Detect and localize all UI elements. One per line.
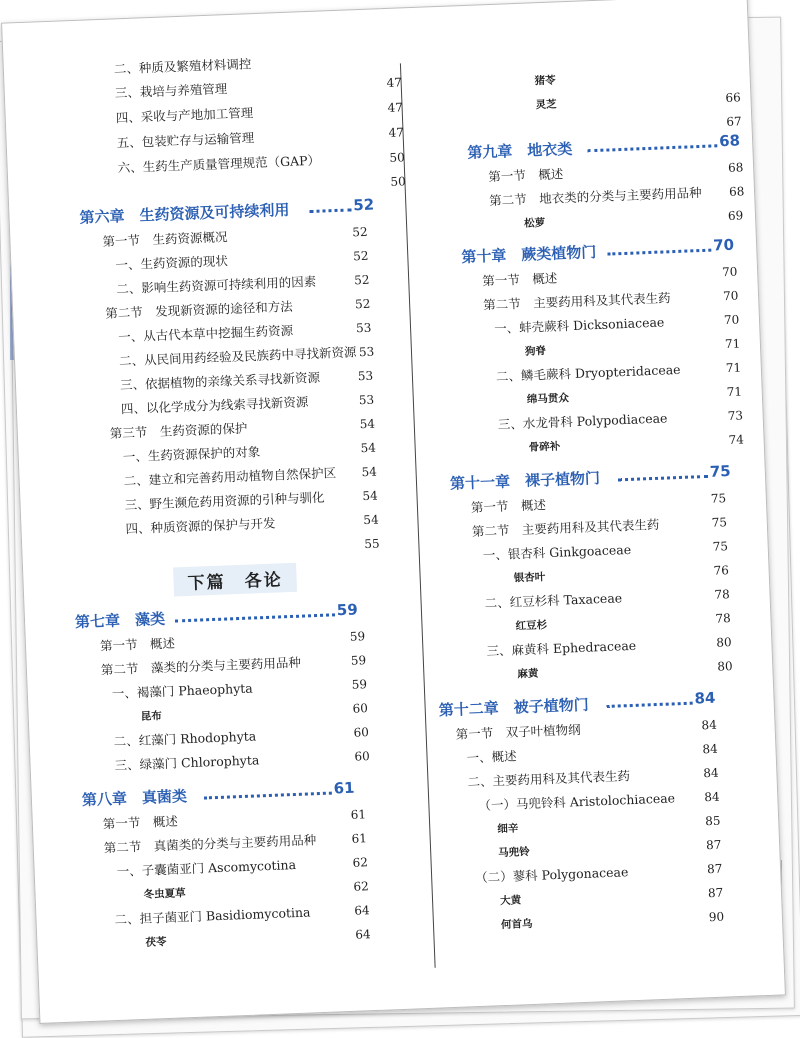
leader-dots <box>204 792 332 800</box>
toc-entry[interactable]: 二、种质及繁殖材料调控 <box>113 56 252 77</box>
toc-entry[interactable]: 一、从古代本草中挖掘生药资源 53 <box>117 320 372 345</box>
right-column <box>402 0 745 932</box>
toc-entry[interactable]: 四、以化学成分为线索寻找新资源 53 <box>120 392 375 417</box>
toc-entry[interactable]: 二、鳞毛蕨科 Dryopteridaceae 71 <box>495 360 742 384</box>
toc-entry[interactable]: 三、依据植物的亲缘关系寻找新资源 53 <box>119 368 374 393</box>
toc-entry[interactable]: 第一节 概述 68 <box>488 160 744 185</box>
chapter-8-heading[interactable]: 第八章 真菌类 61 <box>81 778 355 810</box>
toc-entry[interactable]: 第二节 发现新资源的途径和方法 52 <box>104 296 371 321</box>
toc-entry[interactable]: 一、子囊菌亚门 Ascomycotina 62 <box>116 855 369 879</box>
leader-dots <box>309 208 351 213</box>
toc-entry[interactable]: 四、种质资源的保护与开发 54 <box>125 512 379 537</box>
herb-entry[interactable]: 何首乌 90 <box>500 909 725 932</box>
toc-entry[interactable]: 第一节 生药资源概况 52 <box>102 224 368 249</box>
toc-entry[interactable]: 第二节 主要药用科及其代表生药 70 <box>482 288 739 313</box>
toc-entry[interactable]: 二、主要药用科及其代表生药 84 <box>467 765 719 790</box>
toc-entry[interactable]: 二、担子菌亚门 Basidiomycotina 64 <box>114 903 370 928</box>
toc-entry[interactable]: （二）蓼科 Polygonaceae 87 <box>474 861 723 886</box>
leader-dots <box>607 249 711 256</box>
toc-entry[interactable]: 五、包装贮存与运输管理 47 <box>116 125 405 151</box>
herb-entry[interactable]: 马兜铃 87 <box>498 837 722 860</box>
toc-entry[interactable]: 二、从民间用药经验及民族药中寻找新资源 53 <box>118 344 375 369</box>
herb-entry[interactable]: 松萝 69 <box>523 208 744 230</box>
toc-entry[interactable]: 二、红豆杉科 Taxaceae 78 <box>484 587 731 611</box>
herb-entry[interactable]: 昆布 60 <box>140 701 369 723</box>
toc-entry[interactable]: 50 <box>390 174 406 189</box>
toc-entry[interactable]: 一、蚌壳蕨科 Dicksoniaceae 70 <box>493 312 740 336</box>
left-column <box>72 8 406 949</box>
chapter-11-heading[interactable]: 第十一章 裸子植物门 75 <box>449 462 732 493</box>
toc-entry[interactable]: 第一节 双子叶植物纲 84 <box>455 717 718 742</box>
toc-entry[interactable]: 二、影响生药资源可持续利用的因素 52 <box>116 272 370 297</box>
toc-entry[interactable]: 四、采收与产地加工管理 47 <box>115 100 404 126</box>
part-title: 下篇 各论 <box>173 563 297 597</box>
chapter-7-heading[interactable]: 第七章 藻类 59 <box>74 600 359 632</box>
herb-entry[interactable]: 大黄 87 <box>499 885 724 908</box>
herb-entry[interactable]: 冬虫夏草 62 <box>143 879 370 901</box>
toc-entry[interactable]: 第一节 概述 75 <box>470 491 727 516</box>
herb-entry[interactable]: 骨碎补 74 <box>528 432 745 454</box>
herb-entry[interactable]: 细辛 85 <box>497 813 721 836</box>
toc-entry[interactable]: 第一节 概述 61 <box>102 807 367 832</box>
toc-entry[interactable]: 三、野生濒危药用资源的引种与驯化 54 <box>124 488 379 513</box>
toc-entry[interactable]: 第三节 生药资源的保护 54 <box>109 416 376 441</box>
herb-entry[interactable]: 灵芝 66 <box>535 90 742 112</box>
toc-entry[interactable]: 二、建立和完善药用动植物自然保护区 54 <box>123 464 378 489</box>
toc-entry[interactable]: 第二节 主要药用科及其代表生药 75 <box>471 515 728 540</box>
herb-entry[interactable]: 麻黄 80 <box>517 659 733 681</box>
toc-entry[interactable]: 67 <box>726 114 742 129</box>
leader-dots <box>587 144 717 152</box>
herb-entry[interactable]: 茯苓 64 <box>145 927 371 949</box>
toc-entry[interactable]: 一、生药资源保护的对象 54 <box>122 440 377 465</box>
toc-page <box>1 0 786 1024</box>
chapter-12-heading[interactable]: 第十二章 被子植物门 84 <box>438 688 716 720</box>
chapter-10-heading[interactable]: 第十章 蕨类植物门 70 <box>461 235 735 267</box>
toc-entry[interactable]: 一、银杏科 Ginkgoaceae 75 <box>482 539 729 563</box>
chapter-6-heading[interactable]: 第六章 生药资源及可持续利用 52 <box>79 195 375 227</box>
herb-entry[interactable]: 红豆杉 78 <box>515 611 731 633</box>
toc-entry[interactable]: 三、麻黄科 Ephedraceae 80 <box>486 635 732 659</box>
leader-dots <box>175 613 335 622</box>
herb-entry[interactable]: 猪苓 <box>534 74 556 88</box>
herb-entry[interactable]: 绵马贯众 71 <box>526 384 743 406</box>
toc-entry[interactable]: 55 <box>364 536 380 552</box>
toc-entry[interactable]: 二、红藻门 Rhodophyta 60 <box>113 725 370 749</box>
toc-entry[interactable]: 一、褐藻门 Phaeophyta 59 <box>111 677 368 701</box>
toc-entry[interactable]: 三、栽培与养殖管理 47 <box>114 75 403 101</box>
herb-entry[interactable]: 狗脊 71 <box>524 336 741 358</box>
chapter-9-heading[interactable]: 第九章 地衣类 68 <box>467 131 741 162</box>
leader-dots <box>618 475 708 481</box>
toc-entry[interactable]: 第一节 概述 59 <box>99 629 366 654</box>
herb-entry[interactable]: 银杏叶 76 <box>513 563 730 585</box>
toc-entry[interactable]: 第二节 藻类的分类与主要药用品种 59 <box>100 653 367 678</box>
toc-entry[interactable]: 三、水龙骨科 Polypodiaceae 73 <box>497 408 744 432</box>
leader-dots <box>607 702 693 708</box>
toc-entry[interactable]: （一）马兜铃科 Aristolochiaceae 84 <box>478 789 720 813</box>
toc-entry[interactable]: 三、绿藻门 Chlorophyta 60 <box>114 749 371 773</box>
toc-entry[interactable]: 一、概述 84 <box>466 741 718 766</box>
toc-entry[interactable]: 第二节 真菌类的分类与主要药用品种 61 <box>103 831 368 856</box>
column-divider <box>400 63 436 967</box>
toc-entry[interactable]: 第二节 地衣类的分类与主要药用品种 68 <box>488 184 745 209</box>
toc-entry[interactable]: 一、生药资源的现状 52 <box>115 248 369 273</box>
toc-entry[interactable]: 第一节 概述 70 <box>482 264 738 289</box>
toc-entry[interactable]: 六、生药生产质量管理规范（GAP） 50 <box>117 150 406 176</box>
